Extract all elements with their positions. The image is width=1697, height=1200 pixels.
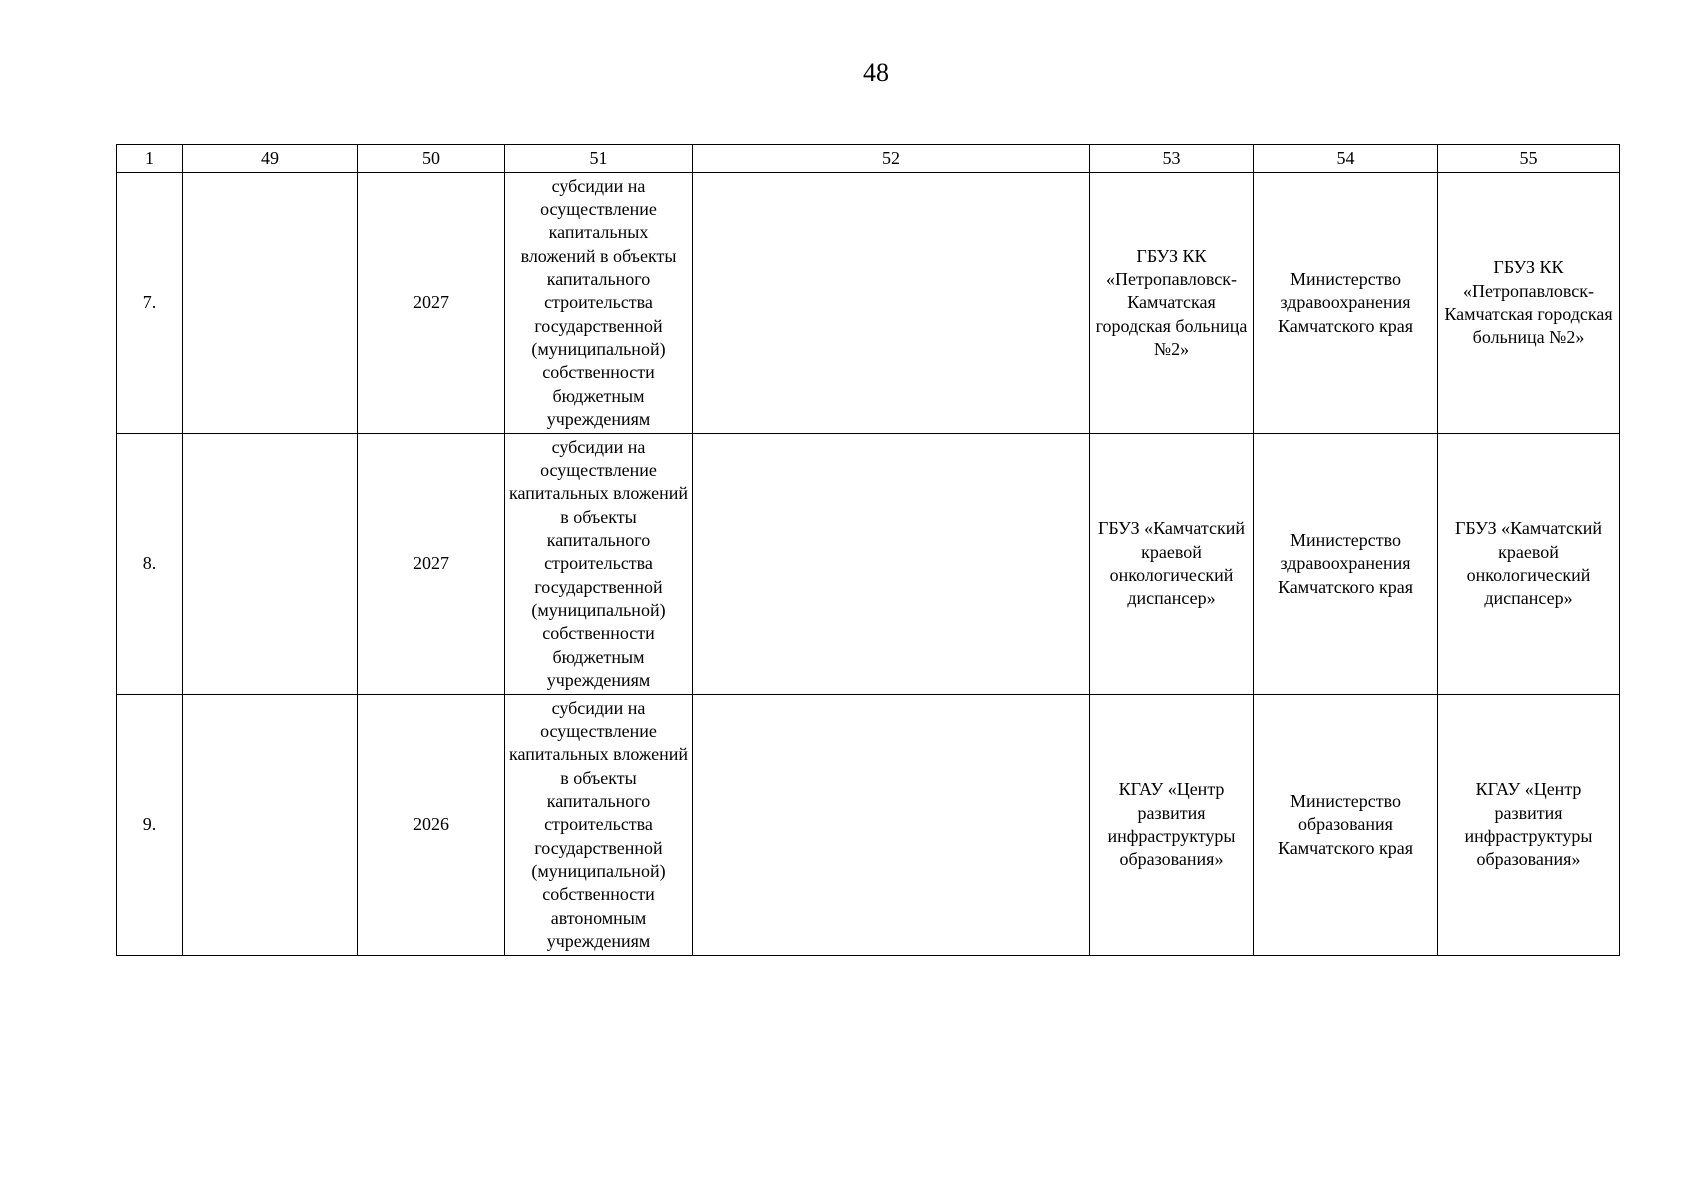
table-header-row bbox=[117, 145, 1620, 173]
header-col-51: 51 bbox=[505, 145, 693, 173]
recipient-text: КГАУ «Центр развития инфраструктуры образования» bbox=[1464, 779, 1593, 870]
cell-col-49 bbox=[183, 173, 358, 434]
row-customer bbox=[1090, 434, 1254, 695]
header-col-55: 55 bbox=[1438, 145, 1620, 173]
cell-col-49 bbox=[183, 434, 358, 695]
row-ministry bbox=[1254, 173, 1438, 434]
header-col-52: 52 bbox=[693, 145, 1090, 173]
customer-text: ГБУЗ «Камчатский краевой онкологический диспансер» bbox=[1098, 518, 1245, 609]
row-year: 2027 bbox=[358, 173, 505, 434]
ministry-text: Министерство здравоохранения Камчатского края bbox=[1277, 269, 1414, 336]
row-customer bbox=[1090, 173, 1254, 434]
header-col-53: 53 bbox=[1090, 145, 1254, 173]
row-number: 8. bbox=[117, 434, 183, 695]
header-col-1: 1 bbox=[117, 145, 183, 173]
row-number: 9. bbox=[117, 695, 183, 956]
row-recipient bbox=[1438, 695, 1620, 956]
table-row bbox=[117, 434, 1620, 695]
row-subsidy-type bbox=[505, 434, 693, 695]
row-customer bbox=[1090, 695, 1254, 956]
recipient-text: ГБУЗ КК «Петропавловск-Камчатская городская больница №2» bbox=[1444, 257, 1613, 348]
subsidy-text: субсидии на осуществление капитальных вложений в объекты капитального строительства государственной (муниципальной) собственности бюджетным учреждениям bbox=[520, 175, 677, 429]
row-year: 2026 bbox=[358, 695, 505, 956]
header-col-50: 50 bbox=[358, 145, 505, 173]
row-ministry bbox=[1254, 434, 1438, 695]
ministry-text: Министерство здравоохранения Камчатского края bbox=[1277, 530, 1414, 597]
header-col-54: 54 bbox=[1254, 145, 1438, 173]
table-row bbox=[117, 173, 1620, 434]
row-subsidy-type bbox=[505, 695, 693, 956]
cell-col-52 bbox=[693, 695, 1090, 956]
customer-text: КГАУ «Центр развития инфраструктуры образования» bbox=[1107, 779, 1236, 870]
row-recipient bbox=[1438, 173, 1620, 434]
cell-col-49 bbox=[183, 695, 358, 956]
table-row bbox=[117, 695, 1620, 956]
customer-text: ГБУЗ КК «Петропавловск-Камчатская городская больница №2» bbox=[1095, 245, 1248, 359]
subsidy-text: субсидии на осуществление капитальных вложений в объекты капитального строительства государственной (муниципальной) собственности бюджетным учреждениям bbox=[508, 436, 689, 690]
row-recipient bbox=[1438, 434, 1620, 695]
cell-col-52 bbox=[693, 173, 1090, 434]
row-subsidy-type bbox=[505, 173, 693, 434]
subsidy-text: субсидии на осуществление капитальных вложений в объекты капитального строительства государственной (муниципальной) собственности автономным учреждениям bbox=[508, 697, 689, 951]
row-ministry bbox=[1254, 695, 1438, 956]
row-year: 2027 bbox=[358, 434, 505, 695]
recipient-text: ГБУЗ «Камчатский краевой онкологический диспансер» bbox=[1455, 518, 1602, 609]
page-number: 48 bbox=[863, 58, 889, 87]
ministry-text: Министерство образования Камчатского края bbox=[1277, 791, 1414, 858]
row-number: 7. bbox=[117, 173, 183, 434]
cell-col-52 bbox=[693, 434, 1090, 695]
data-table bbox=[116, 144, 1620, 956]
header-col-49: 49 bbox=[183, 145, 358, 173]
